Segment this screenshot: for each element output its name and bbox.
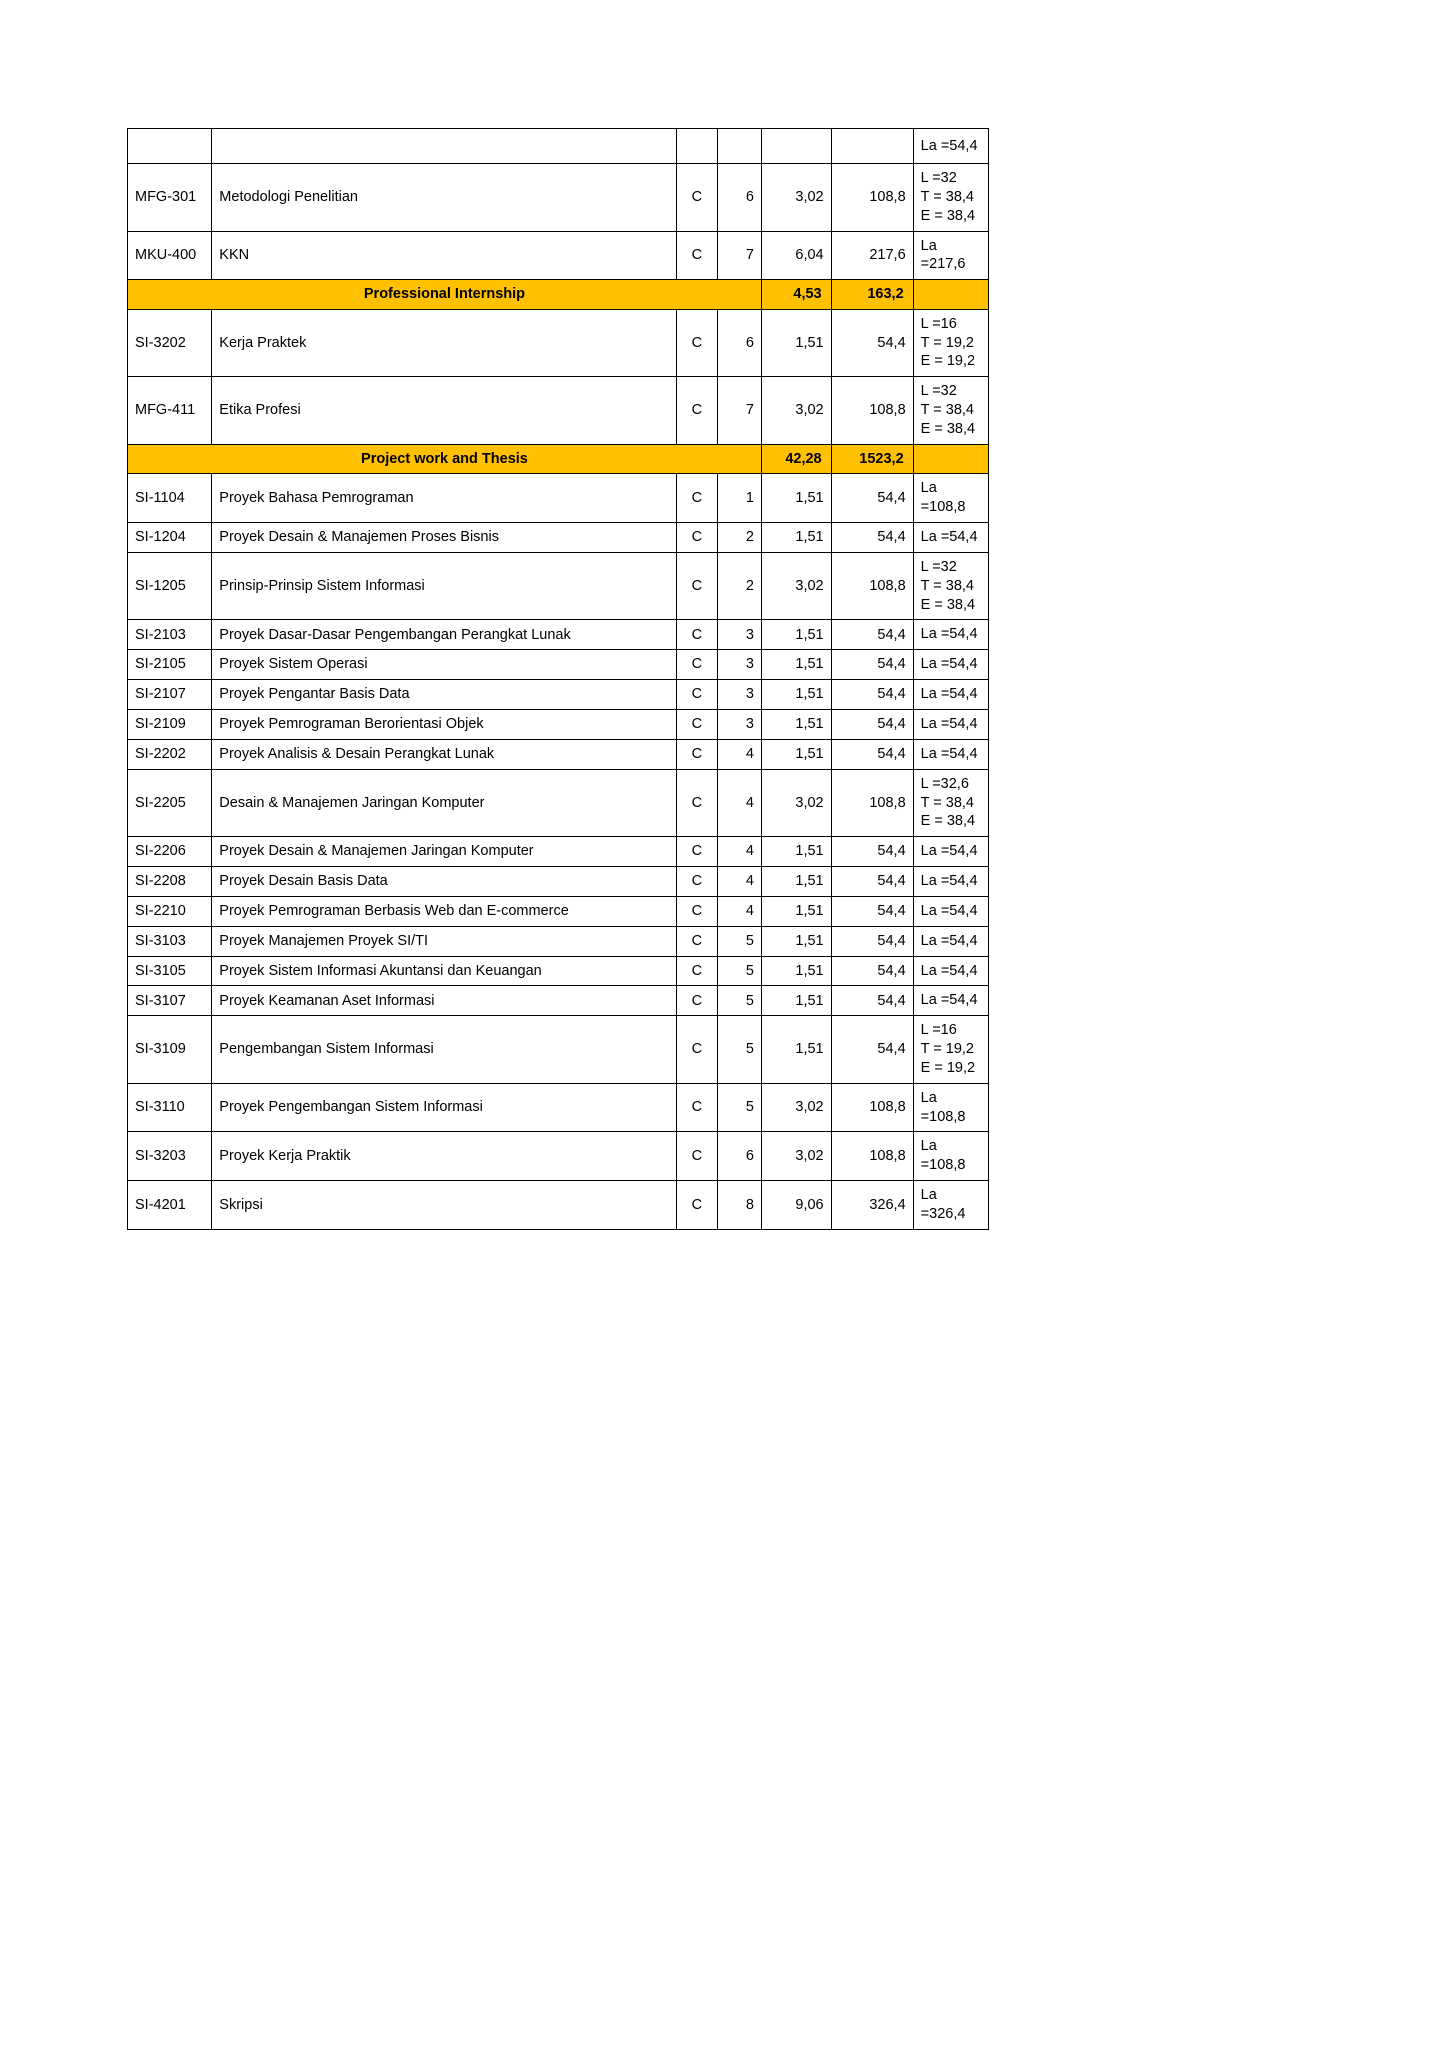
table-row [128, 986, 989, 1016]
table-row [128, 837, 989, 867]
course-code: SI-1205 [128, 552, 212, 620]
course-semester: 8 [718, 1181, 762, 1230]
course-sks: 3,02 [761, 164, 831, 232]
table-row [128, 769, 989, 837]
section-sks-total: 4,53 [761, 280, 831, 310]
course-name: Proyek Pemrograman Berorientasi Objek [212, 709, 676, 739]
course-sks: 1,51 [761, 309, 831, 377]
course-name: KKN [212, 231, 676, 280]
course-name: Proyek Kerja Praktik [212, 1132, 676, 1181]
course-type: C [676, 769, 718, 837]
course-code: MKU-400 [128, 231, 212, 280]
course-code: SI-3203 [128, 1132, 212, 1181]
course-sks: 9,06 [761, 1181, 831, 1230]
table-row [128, 956, 989, 986]
course-hours-breakdown: La =54,4 [913, 129, 988, 164]
course-hours: 217,6 [831, 231, 913, 280]
course-sks: 1,51 [761, 709, 831, 739]
course-hours-breakdown: La =326,4 [913, 1181, 988, 1230]
course-code: SI-2202 [128, 739, 212, 769]
course-semester: 4 [718, 837, 762, 867]
course-hours: 54,4 [831, 739, 913, 769]
course-type: C [676, 1083, 718, 1132]
course-sks: 3,02 [761, 1132, 831, 1181]
course-hours: 54,4 [831, 474, 913, 523]
course-hours-breakdown: La =54,4 [913, 867, 988, 897]
course-name: Proyek Desain & Manajemen Proses Bisnis [212, 523, 676, 553]
course-hours: 54,4 [831, 650, 913, 680]
course-semester: 3 [718, 709, 762, 739]
course-sks: 1,51 [761, 680, 831, 710]
course-type: C [676, 867, 718, 897]
course-semester: 4 [718, 896, 762, 926]
course-name: Proyek Desain & Manajemen Jaringan Komputer [212, 837, 676, 867]
course-hours-breakdown: La =54,4 [913, 620, 988, 650]
course-code: SI-2109 [128, 709, 212, 739]
course-hours-breakdown: La =108,8 [913, 1132, 988, 1181]
course-hours-breakdown: La =108,8 [913, 474, 988, 523]
course-type: C [676, 309, 718, 377]
course-hours: 108,8 [831, 377, 913, 445]
course-code: SI-2205 [128, 769, 212, 837]
course-semester: 5 [718, 986, 762, 1016]
course-type: C [676, 620, 718, 650]
course-type: C [676, 986, 718, 1016]
course-sks: 3,02 [761, 377, 831, 445]
course-hours-breakdown: La =108,8 [913, 1083, 988, 1132]
course-hours-breakdown: La =54,4 [913, 926, 988, 956]
course-hours-breakdown: L =16 T = 19,2 E = 19,2 [913, 1016, 988, 1084]
course-hours-breakdown: La =54,4 [913, 837, 988, 867]
course-semester: 5 [718, 926, 762, 956]
course-hours-breakdown: La =217,6 [913, 231, 988, 280]
course-sks: 1,51 [761, 523, 831, 553]
course-hours: 54,4 [831, 709, 913, 739]
table-row [128, 164, 989, 232]
course-hours-breakdown: La =54,4 [913, 956, 988, 986]
course-code: MFG-301 [128, 164, 212, 232]
table-row [128, 739, 989, 769]
course-hours-breakdown: La =54,4 [913, 709, 988, 739]
course-code: SI-1104 [128, 474, 212, 523]
course-name: Proyek Desain Basis Data [212, 867, 676, 897]
course-code: SI-3110 [128, 1083, 212, 1132]
course-type: C [676, 680, 718, 710]
table-row [128, 474, 989, 523]
course-hours-breakdown: L =32 T = 38,4 E = 38,4 [913, 164, 988, 232]
course-type: C [676, 1181, 718, 1230]
course-type: C [676, 926, 718, 956]
course-type: C [676, 837, 718, 867]
course-code: SI-2206 [128, 837, 212, 867]
course-name: Proyek Pemrograman Berbasis Web dan E-commerce [212, 896, 676, 926]
course-semester: 3 [718, 620, 762, 650]
course-semester: 3 [718, 680, 762, 710]
course-code: SI-3202 [128, 309, 212, 377]
course-semester: 4 [718, 769, 762, 837]
course-semester [718, 129, 762, 164]
table-row [128, 896, 989, 926]
course-code: SI-3103 [128, 926, 212, 956]
table-row [128, 552, 989, 620]
course-type: C [676, 896, 718, 926]
course-name: Proyek Manajemen Proyek SI/TI [212, 926, 676, 956]
course-code [128, 129, 212, 164]
course-hours: 54,4 [831, 523, 913, 553]
course-hours: 54,4 [831, 926, 913, 956]
course-name: Prinsip-Prinsip Sistem Informasi [212, 552, 676, 620]
course-code: MFG-411 [128, 377, 212, 445]
course-name: Skripsi [212, 1181, 676, 1230]
course-semester: 6 [718, 309, 762, 377]
table-row [128, 709, 989, 739]
course-hours: 326,4 [831, 1181, 913, 1230]
course-hours-breakdown: La =54,4 [913, 650, 988, 680]
course-type: C [676, 1016, 718, 1084]
course-semester: 2 [718, 552, 762, 620]
course-type [676, 129, 718, 164]
course-sks: 1,51 [761, 474, 831, 523]
course-hours: 54,4 [831, 309, 913, 377]
course-hours: 108,8 [831, 769, 913, 837]
course-sks: 3,02 [761, 769, 831, 837]
table-row [128, 1016, 989, 1084]
table-row [128, 650, 989, 680]
course-sks [761, 129, 831, 164]
course-hours: 54,4 [831, 867, 913, 897]
curriculum-table-body [128, 129, 989, 1230]
course-semester: 4 [718, 739, 762, 769]
course-hours: 54,4 [831, 680, 913, 710]
section-header-row [128, 280, 989, 310]
table-row [128, 231, 989, 280]
course-code: SI-3109 [128, 1016, 212, 1084]
table-row [128, 620, 989, 650]
course-hours: 108,8 [831, 164, 913, 232]
course-hours-breakdown: L =32,6 T = 38,4 E = 38,4 [913, 769, 988, 837]
course-hours: 54,4 [831, 620, 913, 650]
course-type: C [676, 523, 718, 553]
course-name: Proyek Bahasa Pemrograman [212, 474, 676, 523]
course-type: C [676, 1132, 718, 1181]
curriculum-table [127, 128, 989, 1230]
course-type: C [676, 739, 718, 769]
course-sks: 1,51 [761, 896, 831, 926]
course-hours: 54,4 [831, 896, 913, 926]
course-sks: 1,51 [761, 739, 831, 769]
course-semester: 5 [718, 1083, 762, 1132]
course-semester: 5 [718, 956, 762, 986]
course-semester: 1 [718, 474, 762, 523]
course-hours-breakdown: L =16 T = 19,2 E = 19,2 [913, 309, 988, 377]
course-hours: 54,4 [831, 986, 913, 1016]
table-row [128, 523, 989, 553]
course-code: SI-2210 [128, 896, 212, 926]
section-hours-total: 1523,2 [831, 444, 913, 474]
course-code: SI-4201 [128, 1181, 212, 1230]
course-semester: 6 [718, 164, 762, 232]
table-row [128, 926, 989, 956]
course-semester: 3 [718, 650, 762, 680]
section-hours-total: 163,2 [831, 280, 913, 310]
course-semester: 4 [718, 867, 762, 897]
course-hours-breakdown: La =54,4 [913, 739, 988, 769]
course-code: SI-2103 [128, 620, 212, 650]
course-semester: 7 [718, 377, 762, 445]
course-hours [831, 129, 913, 164]
course-name: Proyek Dasar-Dasar Pengembangan Perangkat Lunak [212, 620, 676, 650]
course-type: C [676, 231, 718, 280]
course-hours-breakdown: La =54,4 [913, 896, 988, 926]
course-code: SI-3107 [128, 986, 212, 1016]
course-type: C [676, 377, 718, 445]
course-hours: 108,8 [831, 1132, 913, 1181]
course-name: Pengembangan Sistem Informasi [212, 1016, 676, 1084]
course-sks: 3,02 [761, 1083, 831, 1132]
course-hours-breakdown: La =54,4 [913, 680, 988, 710]
course-name: Proyek Analisis & Desain Perangkat Lunak [212, 739, 676, 769]
course-code: SI-1204 [128, 523, 212, 553]
section-sks-total: 42,28 [761, 444, 831, 474]
section-breakdown [913, 444, 988, 474]
course-code: SI-2107 [128, 680, 212, 710]
course-sks: 1,51 [761, 1016, 831, 1084]
course-type: C [676, 709, 718, 739]
course-sks: 1,51 [761, 956, 831, 986]
table-row [128, 867, 989, 897]
course-code: SI-2208 [128, 867, 212, 897]
course-name: Proyek Sistem Informasi Akuntansi dan Keuangan [212, 956, 676, 986]
course-sks: 6,04 [761, 231, 831, 280]
section-title: Professional Internship [128, 280, 762, 310]
table-row [128, 1132, 989, 1181]
course-name: Desain & Manajemen Jaringan Komputer [212, 769, 676, 837]
section-header-row [128, 444, 989, 474]
section-breakdown [913, 280, 988, 310]
table-row [128, 1181, 989, 1230]
course-name: Etika Profesi [212, 377, 676, 445]
course-name: Proyek Pengembangan Sistem Informasi [212, 1083, 676, 1132]
section-title: Project work and Thesis [128, 444, 762, 474]
course-name: Kerja Praktek [212, 309, 676, 377]
course-name: Proyek Pengantar Basis Data [212, 680, 676, 710]
course-semester: 5 [718, 1016, 762, 1084]
course-name [212, 129, 676, 164]
continuation-row [128, 129, 989, 164]
course-hours: 54,4 [831, 837, 913, 867]
course-type: C [676, 650, 718, 680]
course-sks: 1,51 [761, 986, 831, 1016]
course-sks: 1,51 [761, 837, 831, 867]
course-semester: 7 [718, 231, 762, 280]
course-name: Metodologi Penelitian [212, 164, 676, 232]
table-row [128, 1083, 989, 1132]
course-sks: 1,51 [761, 650, 831, 680]
course-hours: 108,8 [831, 1083, 913, 1132]
course-sks: 1,51 [761, 926, 831, 956]
course-sks: 3,02 [761, 552, 831, 620]
course-hours-breakdown: La =54,4 [913, 986, 988, 1016]
course-hours-breakdown: La =54,4 [913, 523, 988, 553]
course-name: Proyek Sistem Operasi [212, 650, 676, 680]
course-code: SI-3105 [128, 956, 212, 986]
course-type: C [676, 956, 718, 986]
course-hours: 108,8 [831, 552, 913, 620]
course-hours: 54,4 [831, 1016, 913, 1084]
course-type: C [676, 474, 718, 523]
course-hours: 54,4 [831, 956, 913, 986]
course-name: Proyek Keamanan Aset Informasi [212, 986, 676, 1016]
course-semester: 2 [718, 523, 762, 553]
table-row [128, 309, 989, 377]
course-type: C [676, 164, 718, 232]
course-hours-breakdown: L =32 T = 38,4 E = 38,4 [913, 377, 988, 445]
course-sks: 1,51 [761, 620, 831, 650]
course-type: C [676, 552, 718, 620]
table-row [128, 377, 989, 445]
course-hours-breakdown: L =32 T = 38,4 E = 38,4 [913, 552, 988, 620]
table-row [128, 680, 989, 710]
course-semester: 6 [718, 1132, 762, 1181]
course-sks: 1,51 [761, 867, 831, 897]
course-code: SI-2105 [128, 650, 212, 680]
